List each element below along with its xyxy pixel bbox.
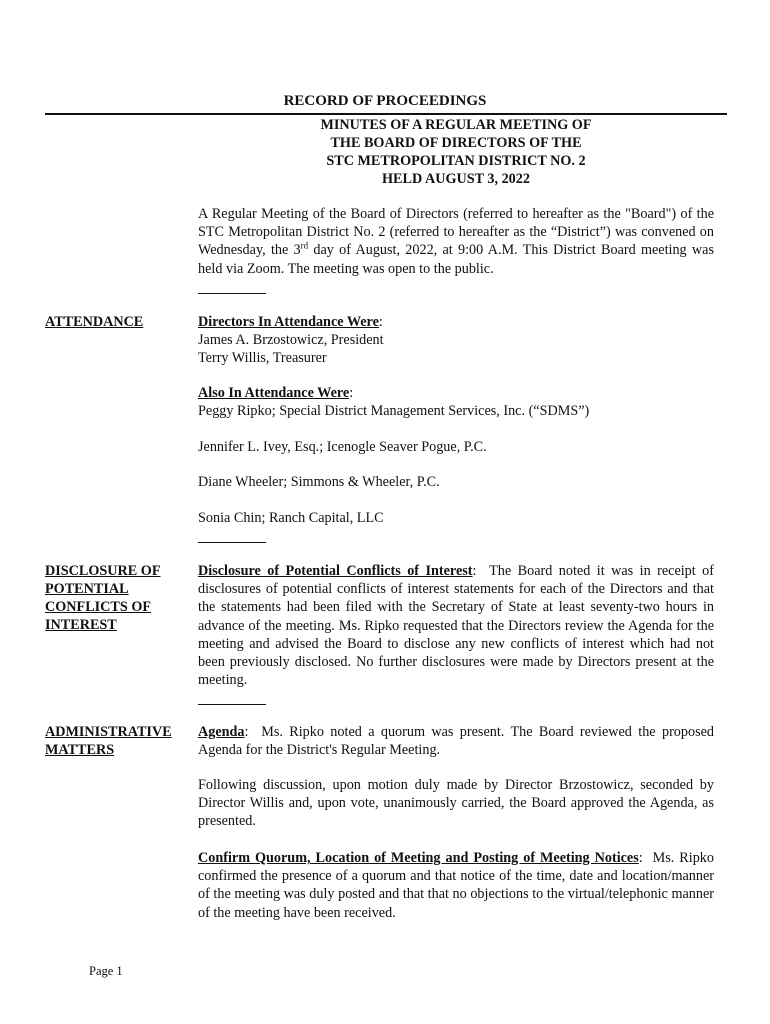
agenda-paragraph: Agenda: Ms. Ripko noted a quorum was present. The Board reviewed the proposed Agenda for the District's Regular Meeting. <box>198 724 714 759</box>
directors-attendance: Directors In Attendance Were: James A. Brzostowicz, President Terry Willis, Treasurer <box>198 313 714 368</box>
attendee-item: Diane Wheeler; Simmons & Wheeler, P.C. <box>198 474 440 490</box>
intro-text: A Regular Meeting of the Board of Directors (referred to hereafter as the "Board") of the STC Metropolitan District No. 2 (referred to hereafter as the “District”) was convened on Wednesday, the 3 <box>198 206 714 259</box>
minutes-title <box>198 116 714 188</box>
section-label-line: ADMINISTRATIVE <box>45 724 172 740</box>
section-label-line: INTEREST <box>45 617 117 633</box>
quorum-paragraph: Confirm Quorum, Location of Meeting and Posting of Meeting Notices: Ms. Ripko confirmed the presence of a quorum and that notice of the time, date and location/manner of the meeting was duly posted and that that no objections to the virtual/telephonic manner of the meeting have been received. <box>198 850 714 921</box>
attendee-item: Peggy Ripko; Special District Management Services, Inc. (“SDMS”) <box>198 403 590 420</box>
minutes-title-line: STC METROPOLITAN DISTRICT NO. 2 <box>326 153 586 169</box>
section-divider <box>198 542 266 543</box>
disclosure-paragraph: Disclosure of Potential Conflicts of Interest: The Board noted it was in receipt of disclosures of potential conflicts of interest statements for each of the Directors and that the statements had been filed with the Secretary of State at least seventy-two hours in advance of the meeting. Ms. Ripko requested that the Directors review the Agenda for the meeting and advised the Board to disclose any new conflicts of interest which had not been previously disclosed. No further disclosures were made by Directors present at the meeting. <box>198 563 714 689</box>
quorum-body: Ms. Ripko confirmed the presence of a quorum and that notice of the time, date and location/manner of the meeting was duly posted and that that no objections to the virtual/telephonic manner of the meeting have been received. <box>198 850 714 921</box>
intro-text-continued: day of August, 2022, at 9:00 A.M. This District Board meeting was held via Zoom. The meeting was open to the public. <box>198 242 714 277</box>
header-rule <box>45 113 727 115</box>
ordinal-suffix: rd <box>300 240 309 251</box>
disclosure-heading: Disclosure of Potential Conflicts of Interest <box>198 563 473 579</box>
attendee-item: Sonia Chin; Ranch Capital, LLC <box>198 510 384 526</box>
director-item: Terry Willis, Treasurer <box>198 350 327 367</box>
motion-paragraph: Following discussion, upon motion duly made by Director Brzostowicz, seconded by Director Willis and, upon vote, unanimously carried, the Board approved the Agenda, as presented. <box>198 777 714 830</box>
attendee-item: Jennifer L. Ivey, Esq.; Icenogle Seaver Pogue, P.C. <box>198 439 487 455</box>
section-label-attendance: ATTENDANCE <box>45 314 144 330</box>
section-divider <box>198 293 266 294</box>
directors-heading: Directors In Attendance Were <box>198 314 379 330</box>
page-number: Page 1 <box>89 964 123 978</box>
section-divider <box>198 704 266 705</box>
agenda-heading: Agenda <box>198 724 245 740</box>
minutes-title-line: MINUTES OF A REGULAR MEETING OF <box>320 117 592 133</box>
section-label-line: CONFLICTS OF <box>45 599 152 615</box>
section-label-line: DISCLOSURE OF <box>45 563 161 579</box>
section-label-disclosure <box>45 562 193 634</box>
quorum-heading: Confirm Quorum, Location of Meeting and Posting of Meeting Notices <box>198 850 639 866</box>
record-title: RECORD OF PROCEEDINGS <box>283 93 487 109</box>
director-item: James A. Brzostowicz, President <box>198 332 384 349</box>
also-attendance: Also In Attendance Were: Peggy Ripko; Special District Management Services, Inc. (“SDMS”) <box>198 384 714 420</box>
section-label-line: MATTERS <box>45 742 115 758</box>
agenda-body: Ms. Ripko noted a quorum was present. The Board reviewed the proposed Agenda for the District's Regular Meeting. <box>198 724 714 759</box>
section-label-administrative <box>45 723 193 759</box>
minutes-title-line: HELD AUGUST 3, 2022 <box>382 171 530 187</box>
minutes-title-line: THE BOARD OF DIRECTORS OF THE <box>330 135 582 151</box>
intro-paragraph <box>198 205 714 278</box>
section-label-line: POTENTIAL <box>45 581 129 597</box>
disclosure-body: The Board noted it was in receipt of disclosures of potential conflicts of interest statements for each of the Directors and that the statements had been filed with the Secretary of State at least seventy-two hours in advance of the meeting. Ms. Ripko requested that the Directors review the Agenda for the meeting and advised the Board to disclose any new conflicts of interest which had not been previously disclosed. No further disclosures were made by Directors present at the meeting. <box>198 563 714 689</box>
also-heading: Also In Attendance Were <box>198 385 350 401</box>
